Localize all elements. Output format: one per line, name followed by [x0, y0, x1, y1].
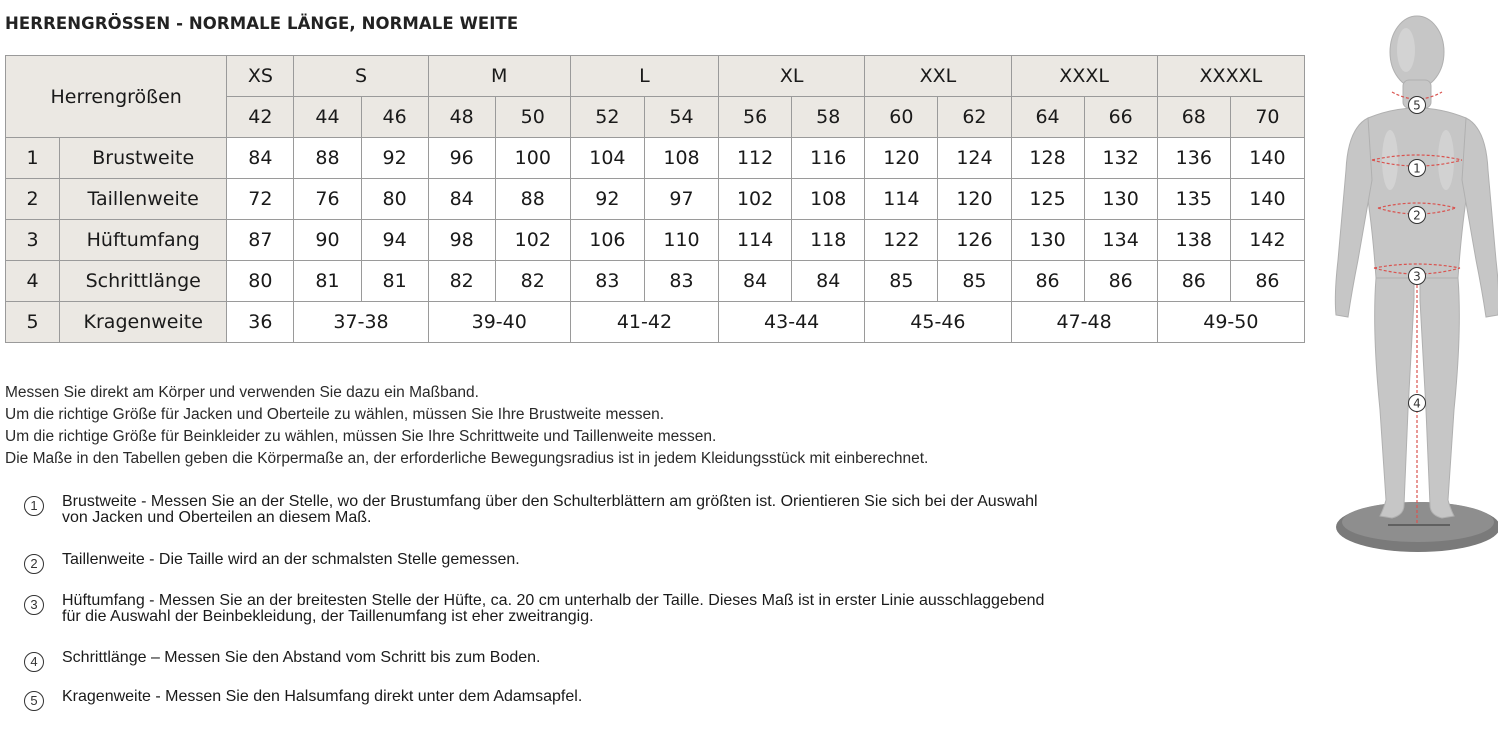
- collar-value-cell: 45-46: [865, 302, 1011, 343]
- size-number-cell: 50: [495, 97, 570, 138]
- size-number-cell: 54: [644, 97, 718, 138]
- table-row: [6, 261, 1305, 302]
- value-cell: 125: [1011, 179, 1084, 220]
- size-label-cell: M: [428, 56, 570, 97]
- value-cell: 130: [1011, 220, 1084, 261]
- size-number-cell: 48: [428, 97, 495, 138]
- value-cell: 118: [792, 220, 865, 261]
- size-chart-table: [5, 55, 1305, 343]
- value-cell: 112: [719, 138, 792, 179]
- size-number-cell: 64: [1011, 97, 1084, 138]
- value-cell: 106: [570, 220, 644, 261]
- size-label-cell: L: [570, 56, 718, 97]
- value-cell: 132: [1084, 138, 1157, 179]
- value-cell: 80: [227, 261, 294, 302]
- size-number-cell: 62: [938, 97, 1011, 138]
- body-measurement-figure: [1328, 10, 1498, 560]
- value-cell: 108: [644, 138, 718, 179]
- collar-value-cell: 36: [227, 302, 294, 343]
- row-label-cell: Hüftumfang: [60, 220, 227, 261]
- note-line: für die Auswahl der Beinbekleidung, der Taillenumfang ist eher zweitrangig.: [62, 608, 594, 625]
- row-label-cell: Brustweite: [60, 138, 227, 179]
- row-label-cell: Taillenweite: [60, 179, 227, 220]
- value-cell: 114: [865, 179, 938, 220]
- table-row: [6, 138, 1305, 179]
- size-number-cell: 58: [792, 97, 865, 138]
- value-cell: 86: [1011, 261, 1084, 302]
- value-cell: 134: [1084, 220, 1157, 261]
- measuring-info: [5, 382, 928, 470]
- info-line: Um die richtige Größe für Beinkleider zu wählen, müssen Sie Ihre Schrittweite und Taillenweite messen.: [5, 428, 717, 445]
- marker-2-label: 2: [1413, 208, 1421, 223]
- size-label-cell: XXL: [865, 56, 1011, 97]
- note-line: Taillenweite - Die Taille wird an der schmalsten Stelle gemessen.: [62, 551, 520, 568]
- row-label-cell: Kragenweite: [60, 302, 227, 343]
- value-cell: 128: [1011, 138, 1084, 179]
- value-cell: 142: [1230, 220, 1304, 261]
- value-cell: 82: [428, 261, 495, 302]
- value-cell: 81: [361, 261, 428, 302]
- note-line: Hüftumfang - Messen Sie an der breitesten Stelle der Hüfte, ca. 20 cm unterhalb der Taille. Dieses Maß ist in erster Linie ausschlaggebend: [62, 592, 1045, 609]
- value-cell: 84: [792, 261, 865, 302]
- value-cell: 76: [294, 179, 361, 220]
- info-line: Messen Sie direkt am Körper und verwenden Sie dazu ein Maßband.: [5, 384, 479, 401]
- size-number-cell: 68: [1157, 97, 1230, 138]
- value-cell: 94: [361, 220, 428, 261]
- number-4-circle-icon: 4: [24, 652, 44, 672]
- size-label-cell: XXXL: [1011, 56, 1157, 97]
- value-cell: 122: [865, 220, 938, 261]
- value-cell: 100: [495, 138, 570, 179]
- note-line: Brustweite - Messen Sie an der Stelle, wo der Brustumfang über den Schulterblättern am größten ist. Orientieren Sie sich bei der Auswahl: [62, 493, 1038, 510]
- size-header-row: [6, 56, 1305, 97]
- number-2-circle-icon: 2: [24, 554, 44, 574]
- note-line: von Jacken und Oberteilen an diesem Maß.: [62, 509, 372, 526]
- table-row: [6, 302, 1305, 343]
- value-cell: 124: [938, 138, 1011, 179]
- size-number-cell: 66: [1084, 97, 1157, 138]
- page-title: HERRENGRÖSSEN - NORMALE LÄNGE, NORMALE WEITE: [5, 14, 519, 33]
- number-3-circle-icon: 3: [24, 595, 44, 615]
- value-cell: 83: [644, 261, 718, 302]
- value-cell: 98: [428, 220, 495, 261]
- note-line: Kragenweite - Messen Sie den Halsumfang direkt unter dem Adamsapfel.: [62, 688, 583, 705]
- value-cell: 97: [644, 179, 718, 220]
- row-number-cell: 4: [6, 261, 60, 302]
- info-line: Die Maße in den Tabellen geben die Körpermaße an, der erforderliche Bewegungsradius ist in jedem Kleidungsstück mit einberechnet.: [5, 450, 929, 467]
- row-number-cell: 1: [6, 138, 60, 179]
- value-cell: 140: [1230, 138, 1304, 179]
- size-number-cell: 46: [361, 97, 428, 138]
- value-cell: 130: [1084, 179, 1157, 220]
- value-cell: 80: [361, 179, 428, 220]
- marker-3-label: 3: [1413, 269, 1421, 284]
- size-number-cell: 56: [719, 97, 792, 138]
- size-label-cell: XS: [227, 56, 294, 97]
- value-cell: 82: [495, 261, 570, 302]
- value-cell: 102: [495, 220, 570, 261]
- marker-4-label: 4: [1413, 396, 1421, 411]
- marker-1-label: 1: [1413, 161, 1421, 176]
- value-cell: 116: [792, 138, 865, 179]
- size-number-cell: 44: [294, 97, 361, 138]
- value-cell: 102: [719, 179, 792, 220]
- value-cell: 92: [570, 179, 644, 220]
- row-label-cell: Schrittlänge: [60, 261, 227, 302]
- value-cell: 92: [361, 138, 428, 179]
- value-cell: 135: [1157, 179, 1230, 220]
- row-number-cell: 2: [6, 179, 60, 220]
- note-line: Schrittlänge – Messen Sie den Abstand vom Schritt bis zum Boden.: [62, 649, 541, 666]
- value-cell: 86: [1230, 261, 1304, 302]
- row-number-cell: 5: [6, 302, 60, 343]
- value-cell: 84: [428, 179, 495, 220]
- value-cell: 88: [495, 179, 570, 220]
- value-cell: 90: [294, 220, 361, 261]
- table-row: [6, 179, 1305, 220]
- value-cell: 104: [570, 138, 644, 179]
- collar-value-cell: 43-44: [719, 302, 865, 343]
- collar-value-cell: 39-40: [428, 302, 570, 343]
- value-cell: 120: [938, 179, 1011, 220]
- value-cell: 108: [792, 179, 865, 220]
- value-cell: 85: [938, 261, 1011, 302]
- table-row: [6, 220, 1305, 261]
- marker-5-label: 5: [1413, 98, 1421, 113]
- value-cell: 86: [1157, 261, 1230, 302]
- value-cell: 86: [1084, 261, 1157, 302]
- value-cell: 120: [865, 138, 938, 179]
- value-cell: 114: [719, 220, 792, 261]
- size-label-cell: S: [294, 56, 428, 97]
- value-cell: 83: [570, 261, 644, 302]
- value-cell: 110: [644, 220, 718, 261]
- value-cell: 126: [938, 220, 1011, 261]
- value-cell: 72: [227, 179, 294, 220]
- value-cell: 81: [294, 261, 361, 302]
- size-label-cell: XXXXL: [1157, 56, 1304, 97]
- value-cell: 85: [865, 261, 938, 302]
- size-label-cell: XL: [719, 56, 865, 97]
- collar-value-cell: 47-48: [1011, 302, 1157, 343]
- value-cell: 84: [719, 261, 792, 302]
- collar-value-cell: 49-50: [1157, 302, 1304, 343]
- value-cell: 88: [294, 138, 361, 179]
- value-cell: 96: [428, 138, 495, 179]
- size-number-cell: 70: [1230, 97, 1304, 138]
- size-number-cell: 52: [570, 97, 644, 138]
- row-number-cell: 3: [6, 220, 60, 261]
- number-1-circle-icon: 1: [24, 496, 44, 516]
- table-corner-label: Herrengrößen: [6, 56, 227, 138]
- value-cell: 84: [227, 138, 294, 179]
- value-cell: 136: [1157, 138, 1230, 179]
- size-number-cell: 60: [865, 97, 938, 138]
- size-number-cell: 42: [227, 97, 294, 138]
- info-line: Um die richtige Größe für Jacken und Oberteile zu wählen, müssen Sie Ihre Brustweite messen.: [5, 406, 665, 423]
- collar-value-cell: 37-38: [294, 302, 428, 343]
- collar-value-cell: 41-42: [570, 302, 718, 343]
- value-cell: 140: [1230, 179, 1304, 220]
- number-5-circle-icon: 5: [24, 691, 44, 711]
- value-cell: 138: [1157, 220, 1230, 261]
- value-cell: 87: [227, 220, 294, 261]
